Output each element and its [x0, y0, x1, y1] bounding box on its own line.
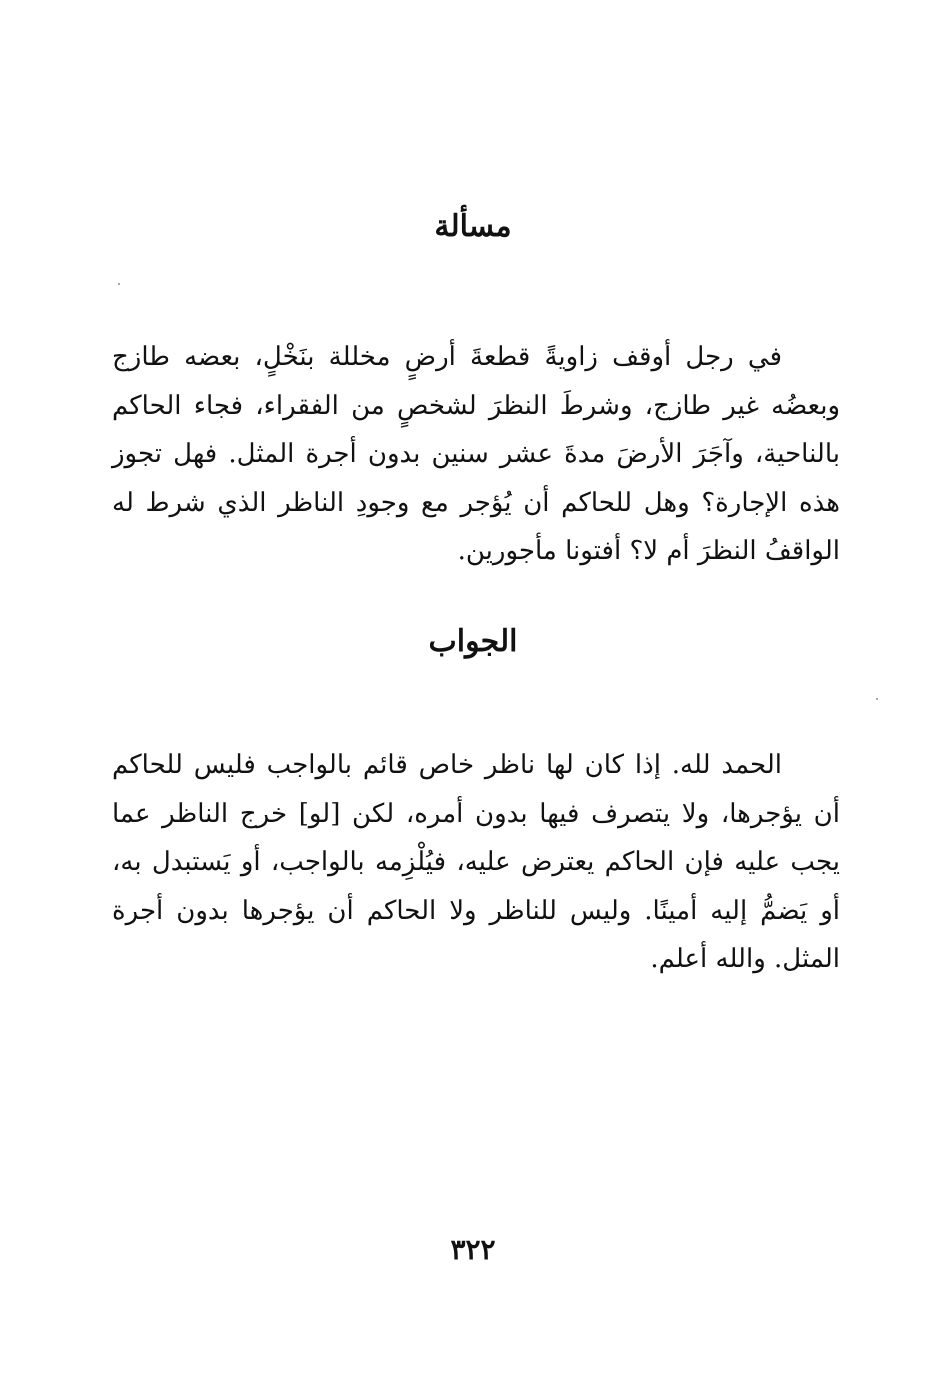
scan-speck — [876, 698, 878, 700]
answer-heading: الجواب — [428, 624, 518, 659]
answer-paragraph: الحمد لله. إذا كان لها ناظر خاص قائم بالواجب فليس للحاكم أن يؤجرها، ولا يتصرف فيها بدون أمره، لكن [لو] خرج الناظر عما يجب عليه فإن الحاكم يعترض عليه، فيُلْزِمه بالواجب، أو يَستبدل به، أو يَضمُّ إليه أمينًا. وليس للناظر ولا الحاكم أن يؤجرها بدون أجرة المثل. والله أعلم. — [112, 750, 840, 974]
question-paragraph: في رجل أوقف زاويةً قطعةَ أرضٍ مخللة بنَخْلٍ، بعضه طازج وبعضُه غير طازج، وشرطَ النظرَ لشخصٍ من الفقراء، فجاء الحاكم بالناحية، وآجَرَ الأرضَ مدةَ عشر سنين بدون أجرة المثل. فهل تجوز هذه الإجارة؟ وهل للحاكم أن يُؤجر مع وجودِ الناظر الذي شرط له الواقفُ النظرَ أم لا؟ أفتونا مأجورين. — [112, 342, 840, 566]
question-heading: مسألة — [434, 209, 512, 244]
scan-speck — [118, 283, 120, 285]
page-number: ٣٢٢ — [450, 1233, 496, 1266]
